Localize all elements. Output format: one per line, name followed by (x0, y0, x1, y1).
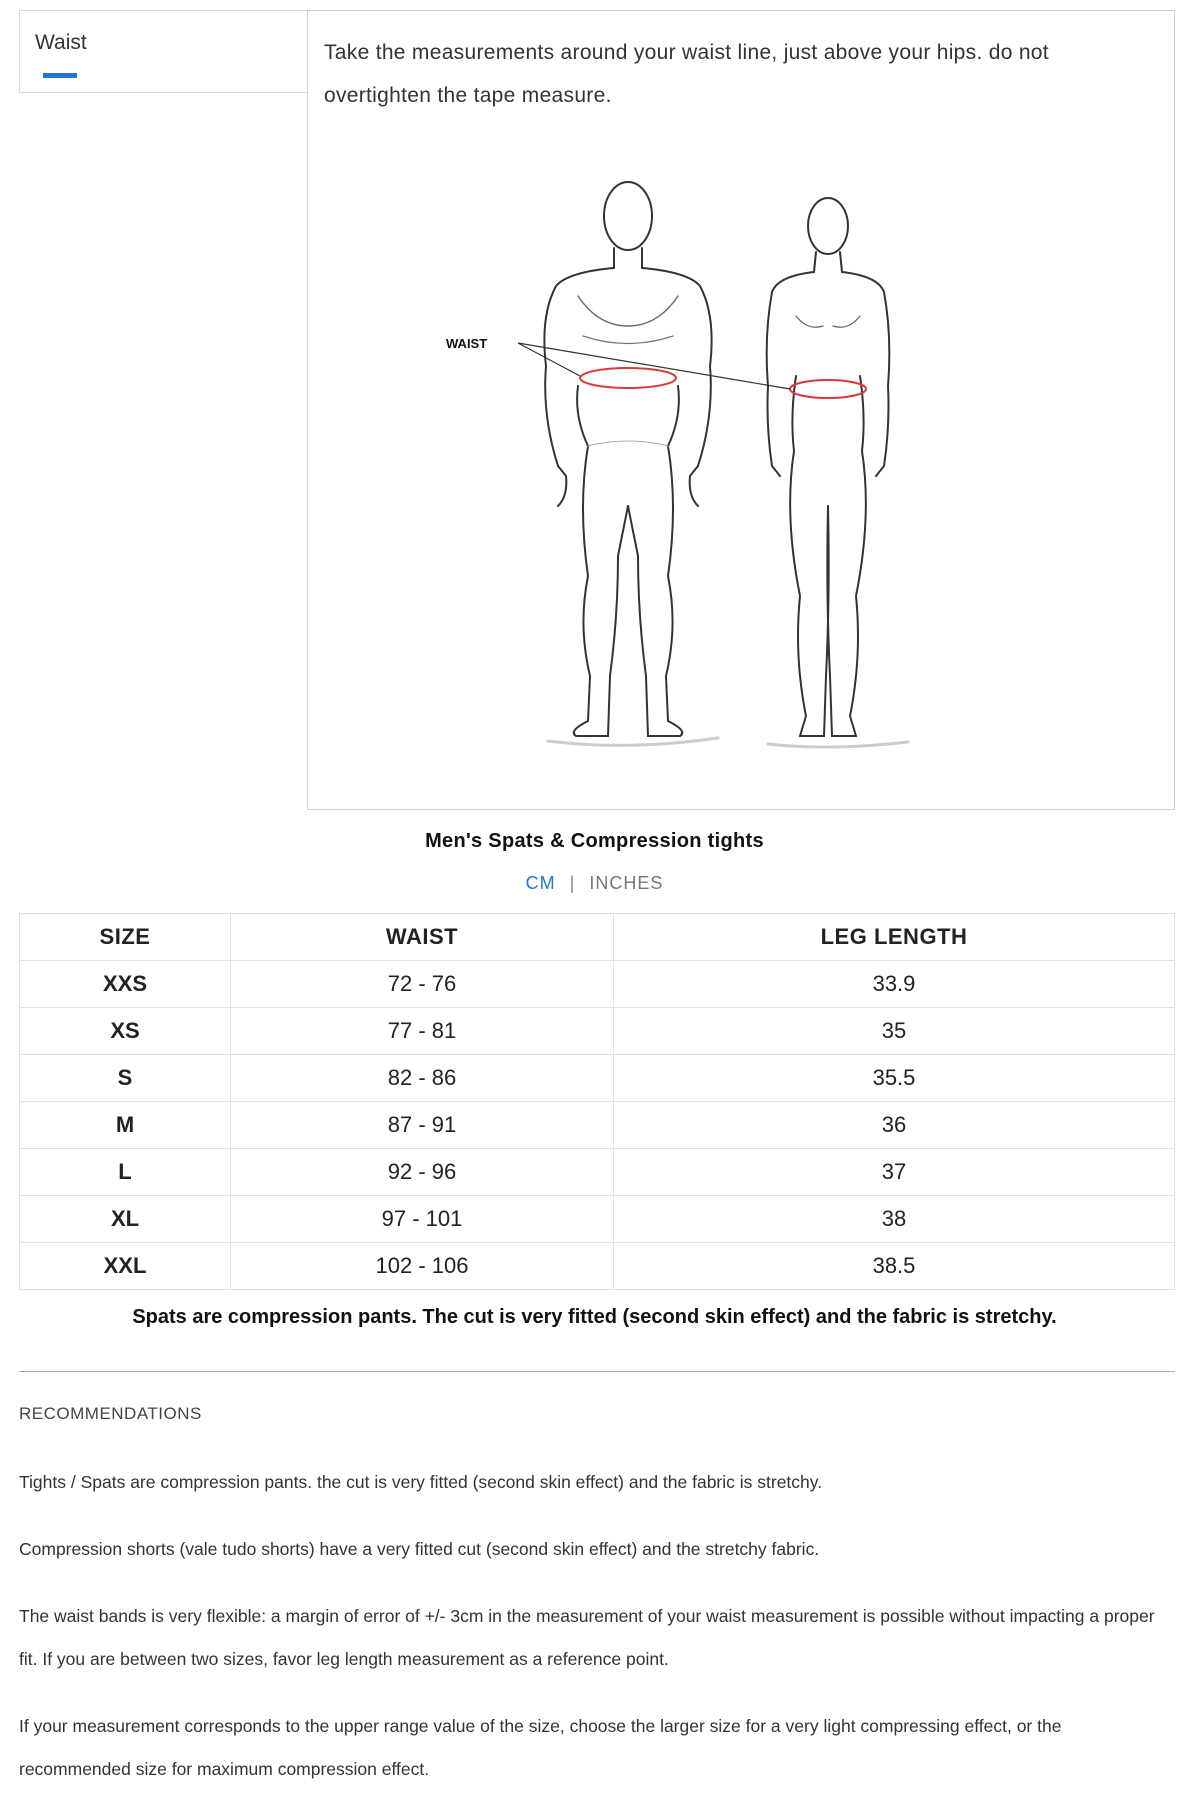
waist-callout-label: WAIST (446, 336, 488, 351)
table-row (20, 961, 1175, 1008)
recommendation-paragraph: Tights / Spats are compression pants. the cut is very fitted (second skin effect) and the fabric is stretchy. (19, 1472, 823, 1492)
fit-note: Spats are compression pants. The cut is very fitted (second skin effect) and the fabric is stretchy. (132, 1306, 1057, 1328)
waist-cell: 87 - 91 (231, 1102, 614, 1149)
male-waist-line (580, 368, 676, 388)
body-figures-svg (428, 176, 948, 776)
table-row (20, 1055, 1175, 1102)
unit-separator: | (569, 873, 576, 893)
measurement-tab-list (19, 10, 308, 93)
header-leg-length: LEG LENGTH (614, 914, 1175, 961)
size-cell: XXL (20, 1243, 231, 1290)
measurement-content-panel (307, 10, 1175, 810)
leg-length-cell: 37 (614, 1149, 1175, 1196)
size-cell: L (20, 1149, 231, 1196)
header-size: SIZE (20, 914, 231, 961)
tab-waist[interactable]: Waist (35, 31, 87, 54)
recommendation-paragraph: Compression shorts (vale tudo shorts) have a very fitted cut (second skin effect) and the stretchy fabric. (19, 1539, 820, 1559)
recommendation-paragraph: If your measurement corresponds to the upper range value of the size, choose the larger size for a very light compressing effect, or the recommended size for maximum compression effect. (19, 1716, 1062, 1779)
size-cell: S (20, 1055, 231, 1102)
section-divider (19, 1371, 1175, 1372)
female-head (808, 198, 848, 254)
leg-length-cell: 38 (614, 1196, 1175, 1243)
leg-length-cell: 38.5 (614, 1243, 1175, 1290)
leg-length-cell: 35 (614, 1008, 1175, 1055)
body-measurement-illustration (428, 176, 948, 776)
waist-cell: 77 - 81 (231, 1008, 614, 1055)
unit-cm-toggle[interactable]: CM (525, 873, 556, 893)
header-waist: WAIST (231, 914, 614, 961)
recommendations-heading: RECOMMENDATIONS (19, 1404, 202, 1423)
table-row (20, 1196, 1175, 1243)
unit-switcher (0, 873, 1189, 894)
table-row (20, 1102, 1175, 1149)
waist-cell: 97 - 101 (231, 1196, 614, 1243)
unit-inches-toggle[interactable]: INCHES (589, 873, 664, 893)
recommendation-paragraph: The waist bands is very flexible: a margin of error of +/- 3cm in the measurement of your waist measurement is possible without impacting a proper fit. If you are between two sizes, favor leg length measurement as a reference point. (19, 1606, 1155, 1669)
table-header-row (20, 914, 1175, 961)
female-waist-line (790, 380, 866, 398)
measurement-instruction: Take the measurements around your waist line, just above your hips. do not overtighten the tape measure. (324, 41, 1049, 107)
size-cell: M (20, 1102, 231, 1149)
size-cell: XXS (20, 961, 231, 1008)
leg-length-cell: 36 (614, 1102, 1175, 1149)
waist-cell: 102 - 106 (231, 1243, 614, 1290)
waist-cell: 72 - 76 (231, 961, 614, 1008)
size-cell: XS (20, 1008, 231, 1055)
male-head (604, 182, 652, 250)
table-row (20, 1149, 1175, 1196)
leg-length-cell: 33.9 (614, 961, 1175, 1008)
waist-cell: 82 - 86 (231, 1055, 614, 1102)
table-row (20, 1008, 1175, 1055)
leg-length-cell: 35.5 (614, 1055, 1175, 1102)
size-cell: XL (20, 1196, 231, 1243)
waist-cell: 92 - 96 (231, 1149, 614, 1196)
size-chart-table (19, 913, 1175, 1290)
table-row (20, 1243, 1175, 1290)
size-table-title: Men's Spats & Compression tights (425, 830, 764, 852)
active-tab-indicator (43, 73, 77, 78)
